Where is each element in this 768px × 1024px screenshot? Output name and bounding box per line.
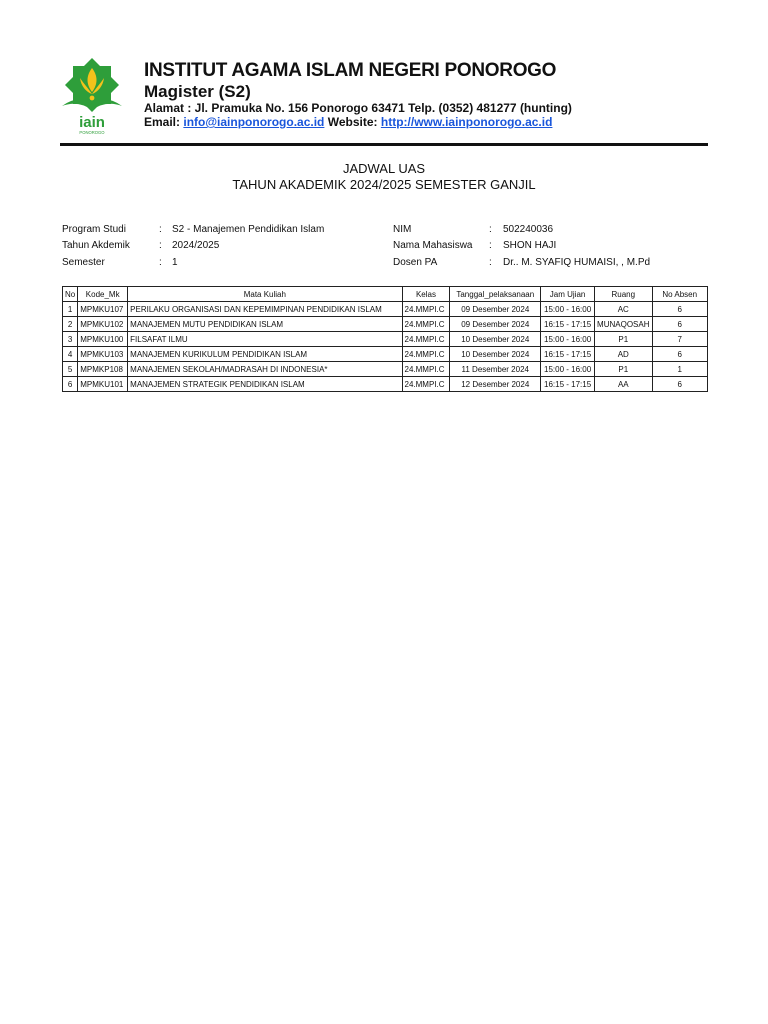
- cell-no-absen: 7: [652, 332, 708, 347]
- program-studi-label: Program Studi: [62, 224, 126, 235]
- institution-name: INSTITUT AGAMA ISLAM NEGERI PONOROGO: [144, 60, 557, 81]
- cell-kelas: 24.MMPI.C: [402, 347, 450, 362]
- cell-kelas: 24.MMPI.C: [402, 317, 450, 332]
- cell-kelas: 24.MMPI.C: [402, 332, 450, 347]
- contact-line: [144, 115, 552, 129]
- cell-mata-kuliah: PERILAKU ORGANISASI DAN KEPEMIMPINAN PENDIDIKAN ISLAM: [128, 302, 402, 317]
- cell-tanggal: 09 Desember 2024: [450, 302, 541, 317]
- cell-no-absen: 6: [652, 347, 708, 362]
- nama-mahasiswa-value: SHON HAJI: [503, 240, 557, 251]
- cell-tanggal: 10 Desember 2024: [450, 332, 541, 347]
- cell-jam-ujian: 16:15 - 17:15: [541, 317, 595, 332]
- dosen-pa-value: Dr.. M. SYAFIQ HUMAISI, , M.Pd: [503, 257, 651, 268]
- cell-no-absen: 6: [652, 302, 708, 317]
- cell-ruang: P1: [595, 362, 652, 377]
- cell-no: 2: [63, 317, 78, 332]
- nama-mahasiswa-label: Nama Mahasiswa: [393, 240, 473, 251]
- letterhead: [60, 54, 708, 138]
- cell-jam-ujian: 15:00 - 16:00: [541, 362, 595, 377]
- cell-mata-kuliah: MANAJEMEN MUTU PENDIDIKAN ISLAM: [128, 317, 402, 332]
- cell-no-absen: 1: [652, 362, 708, 377]
- cell-no-absen: 6: [652, 377, 708, 392]
- table-row: [63, 362, 708, 377]
- cell-jam-ujian: 16:15 - 17:15: [541, 347, 595, 362]
- program-level: Magister (S2): [144, 82, 251, 101]
- cell-kelas: 24.MMPI.C: [402, 302, 450, 317]
- column-header-kode-mk: Kode_Mk: [78, 287, 128, 302]
- cell-mata-kuliah: MANAJEMEN SEKOLAH/MADRASAH DI INDONESIA*: [128, 362, 402, 377]
- table-row: [63, 332, 708, 347]
- tahun-akademik-label: Tahun Akdemik: [62, 240, 130, 251]
- cell-mata-kuliah: MANAJEMEN STRATEGIK PENDIDIKAN ISLAM: [128, 377, 402, 392]
- cell-kode-mk: MPMKU103: [78, 347, 128, 362]
- cell-kode-mk: MPMKP108: [78, 362, 128, 377]
- cell-no-absen: 6: [652, 317, 708, 332]
- website-link[interactable]: http://www.iainponorogo.ac.id: [380, 115, 553, 129]
- column-header-kelas: Kelas: [402, 287, 450, 302]
- column-header-tanggal: Tanggal_pelaksanaan: [450, 287, 541, 302]
- column-header-no: No: [63, 287, 78, 302]
- column-header-jam-ujian: Jam Ujian: [541, 287, 595, 302]
- email-label: Email:: [144, 115, 181, 129]
- nim-label: NIM: [393, 224, 412, 235]
- program-studi-value: S2 - Manajemen Pendidikan Islam: [172, 224, 325, 235]
- cell-no: 1: [63, 302, 78, 317]
- cell-tanggal: 10 Desember 2024: [450, 347, 541, 362]
- table-row: [63, 347, 708, 362]
- nim-sep: :: [489, 224, 492, 235]
- cell-ruang: AC: [595, 302, 652, 317]
- column-header-no-absen: No Absen: [652, 287, 708, 302]
- document-subtitle: TAHUN AKADEMIK 2024/2025 SEMESTER GANJIL: [232, 177, 536, 192]
- iain-logo-icon: [60, 54, 124, 136]
- logo-wordmark: iain: [79, 114, 105, 131]
- document-title: JADWAL UAS: [342, 161, 426, 176]
- column-header-mata-kuliah: Mata Kuliah: [128, 287, 402, 302]
- cell-kode-mk: MPMKU107: [78, 302, 128, 317]
- table-header-row: [63, 287, 708, 302]
- header-divider: [60, 143, 708, 146]
- cell-ruang: AD: [595, 347, 652, 362]
- table-row: [63, 377, 708, 392]
- nim-value: 502240036: [503, 224, 554, 235]
- cell-mata-kuliah: FILSAFAT ILMU: [128, 332, 402, 347]
- cell-tanggal: 12 Desember 2024: [450, 377, 541, 392]
- email-link[interactable]: info@iainponorogo.ac.id: [183, 115, 325, 129]
- cell-kode-mk: MPMKU102: [78, 317, 128, 332]
- column-header-ruang: Ruang: [595, 287, 652, 302]
- table-row: [63, 302, 708, 317]
- cell-jam-ujian: 15:00 - 16:00: [541, 332, 595, 347]
- dosen-pa-sep: :: [489, 257, 492, 268]
- semester-value: 1: [172, 257, 178, 268]
- cell-no: 4: [63, 347, 78, 362]
- website-label: Website:: [327, 115, 378, 129]
- cell-kelas: 24.MMPI.C: [402, 362, 450, 377]
- cell-kode-mk: MPMKU100: [78, 332, 128, 347]
- cell-tanggal: 09 Desember 2024: [450, 317, 541, 332]
- cell-kode-mk: MPMKU101: [78, 377, 128, 392]
- tahun-akademik-sep: :: [159, 240, 162, 251]
- cell-no: 5: [63, 362, 78, 377]
- semester-sep: :: [159, 257, 162, 268]
- cell-ruang: AA: [595, 377, 652, 392]
- cell-ruang: MUNAQOSAH: [595, 317, 652, 332]
- cell-mata-kuliah: MANAJEMEN KURIKULUM PENDIDIKAN ISLAM: [128, 347, 402, 362]
- address: Alamat : Jl. Pramuka No. 156 Ponorogo 63471 Telp. (0352) 481277 (hunting): [144, 101, 572, 115]
- cell-jam-ujian: 15:00 - 16:00: [541, 302, 595, 317]
- nama-mahasiswa-sep: :: [489, 240, 492, 251]
- cell-ruang: P1: [595, 332, 652, 347]
- dosen-pa-label: Dosen PA: [393, 257, 438, 268]
- cell-no: 6: [63, 377, 78, 392]
- table-row: [63, 317, 708, 332]
- cell-kelas: 24.MMPI.C: [402, 377, 450, 392]
- cell-no: 3: [63, 332, 78, 347]
- logo-subtext: PONOROGO: [79, 130, 105, 135]
- semester-label: Semester: [62, 257, 105, 268]
- tahun-akademik-value: 2024/2025: [172, 240, 220, 251]
- cell-tanggal: 11 Desember 2024: [450, 362, 541, 377]
- exam-schedule-table: [62, 286, 708, 392]
- cell-jam-ujian: 16:15 - 17:15: [541, 377, 595, 392]
- program-studi-sep: :: [159, 224, 162, 235]
